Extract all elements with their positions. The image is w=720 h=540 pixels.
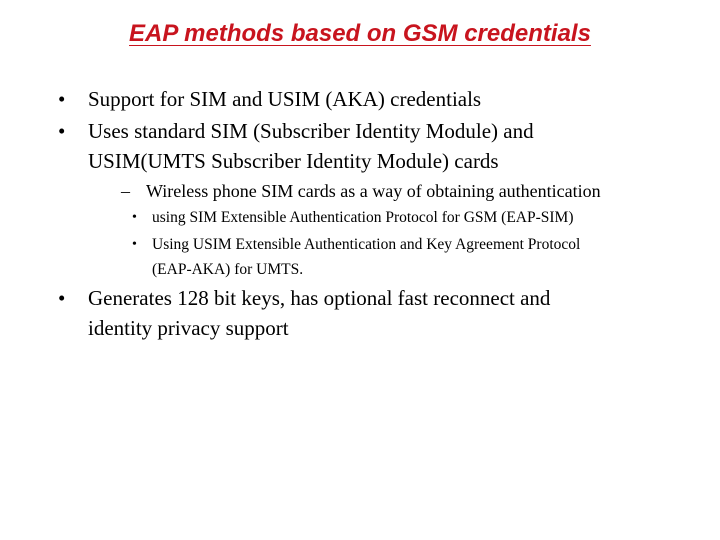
bullet-item: [58, 283, 551, 343]
subsub-bullet-item: [132, 205, 574, 230]
bullet-item: [58, 116, 534, 176]
bullet-item: [58, 84, 482, 114]
bullet-mark: •: [58, 87, 66, 111]
subsub-bullet-item: [132, 232, 581, 282]
bullet-mark: •: [132, 210, 137, 225]
bullet-text: Support for SIM and USIM (AKA) credentials: [88, 87, 482, 111]
subsub-bullet-text-line: (EAP-AKA) for UMTS.: [152, 261, 304, 278]
bullet-text-line: Generates 128 bit keys, has optional fast reconnect and: [88, 286, 551, 310]
sub-bullet-text: Wireless phone SIM cards as a way of obtaining authentication: [146, 181, 601, 201]
bullet-mark: •: [132, 237, 137, 252]
dash-mark: –: [121, 181, 130, 201]
bullet-text-line: USIM(UMTS Subscriber Identity Module) cards: [88, 149, 499, 173]
bullet-mark: •: [58, 286, 66, 310]
subsub-bullet-text: using SIM Extensible Authentication Protocol for GSM (EAP-SIM): [152, 209, 574, 226]
sub-bullet-item: [121, 179, 601, 203]
subsub-bullet-text-line: Using USIM Extensible Authentication and Key Agreement Protocol: [152, 236, 581, 253]
slide-title: EAP methods based on GSM credentials: [129, 20, 591, 47]
bullet-mark: •: [58, 119, 66, 143]
bullet-text-line: Uses standard SIM (Subscriber Identity Module) and: [88, 119, 534, 143]
bullet-text-line: identity privacy support: [88, 316, 289, 340]
